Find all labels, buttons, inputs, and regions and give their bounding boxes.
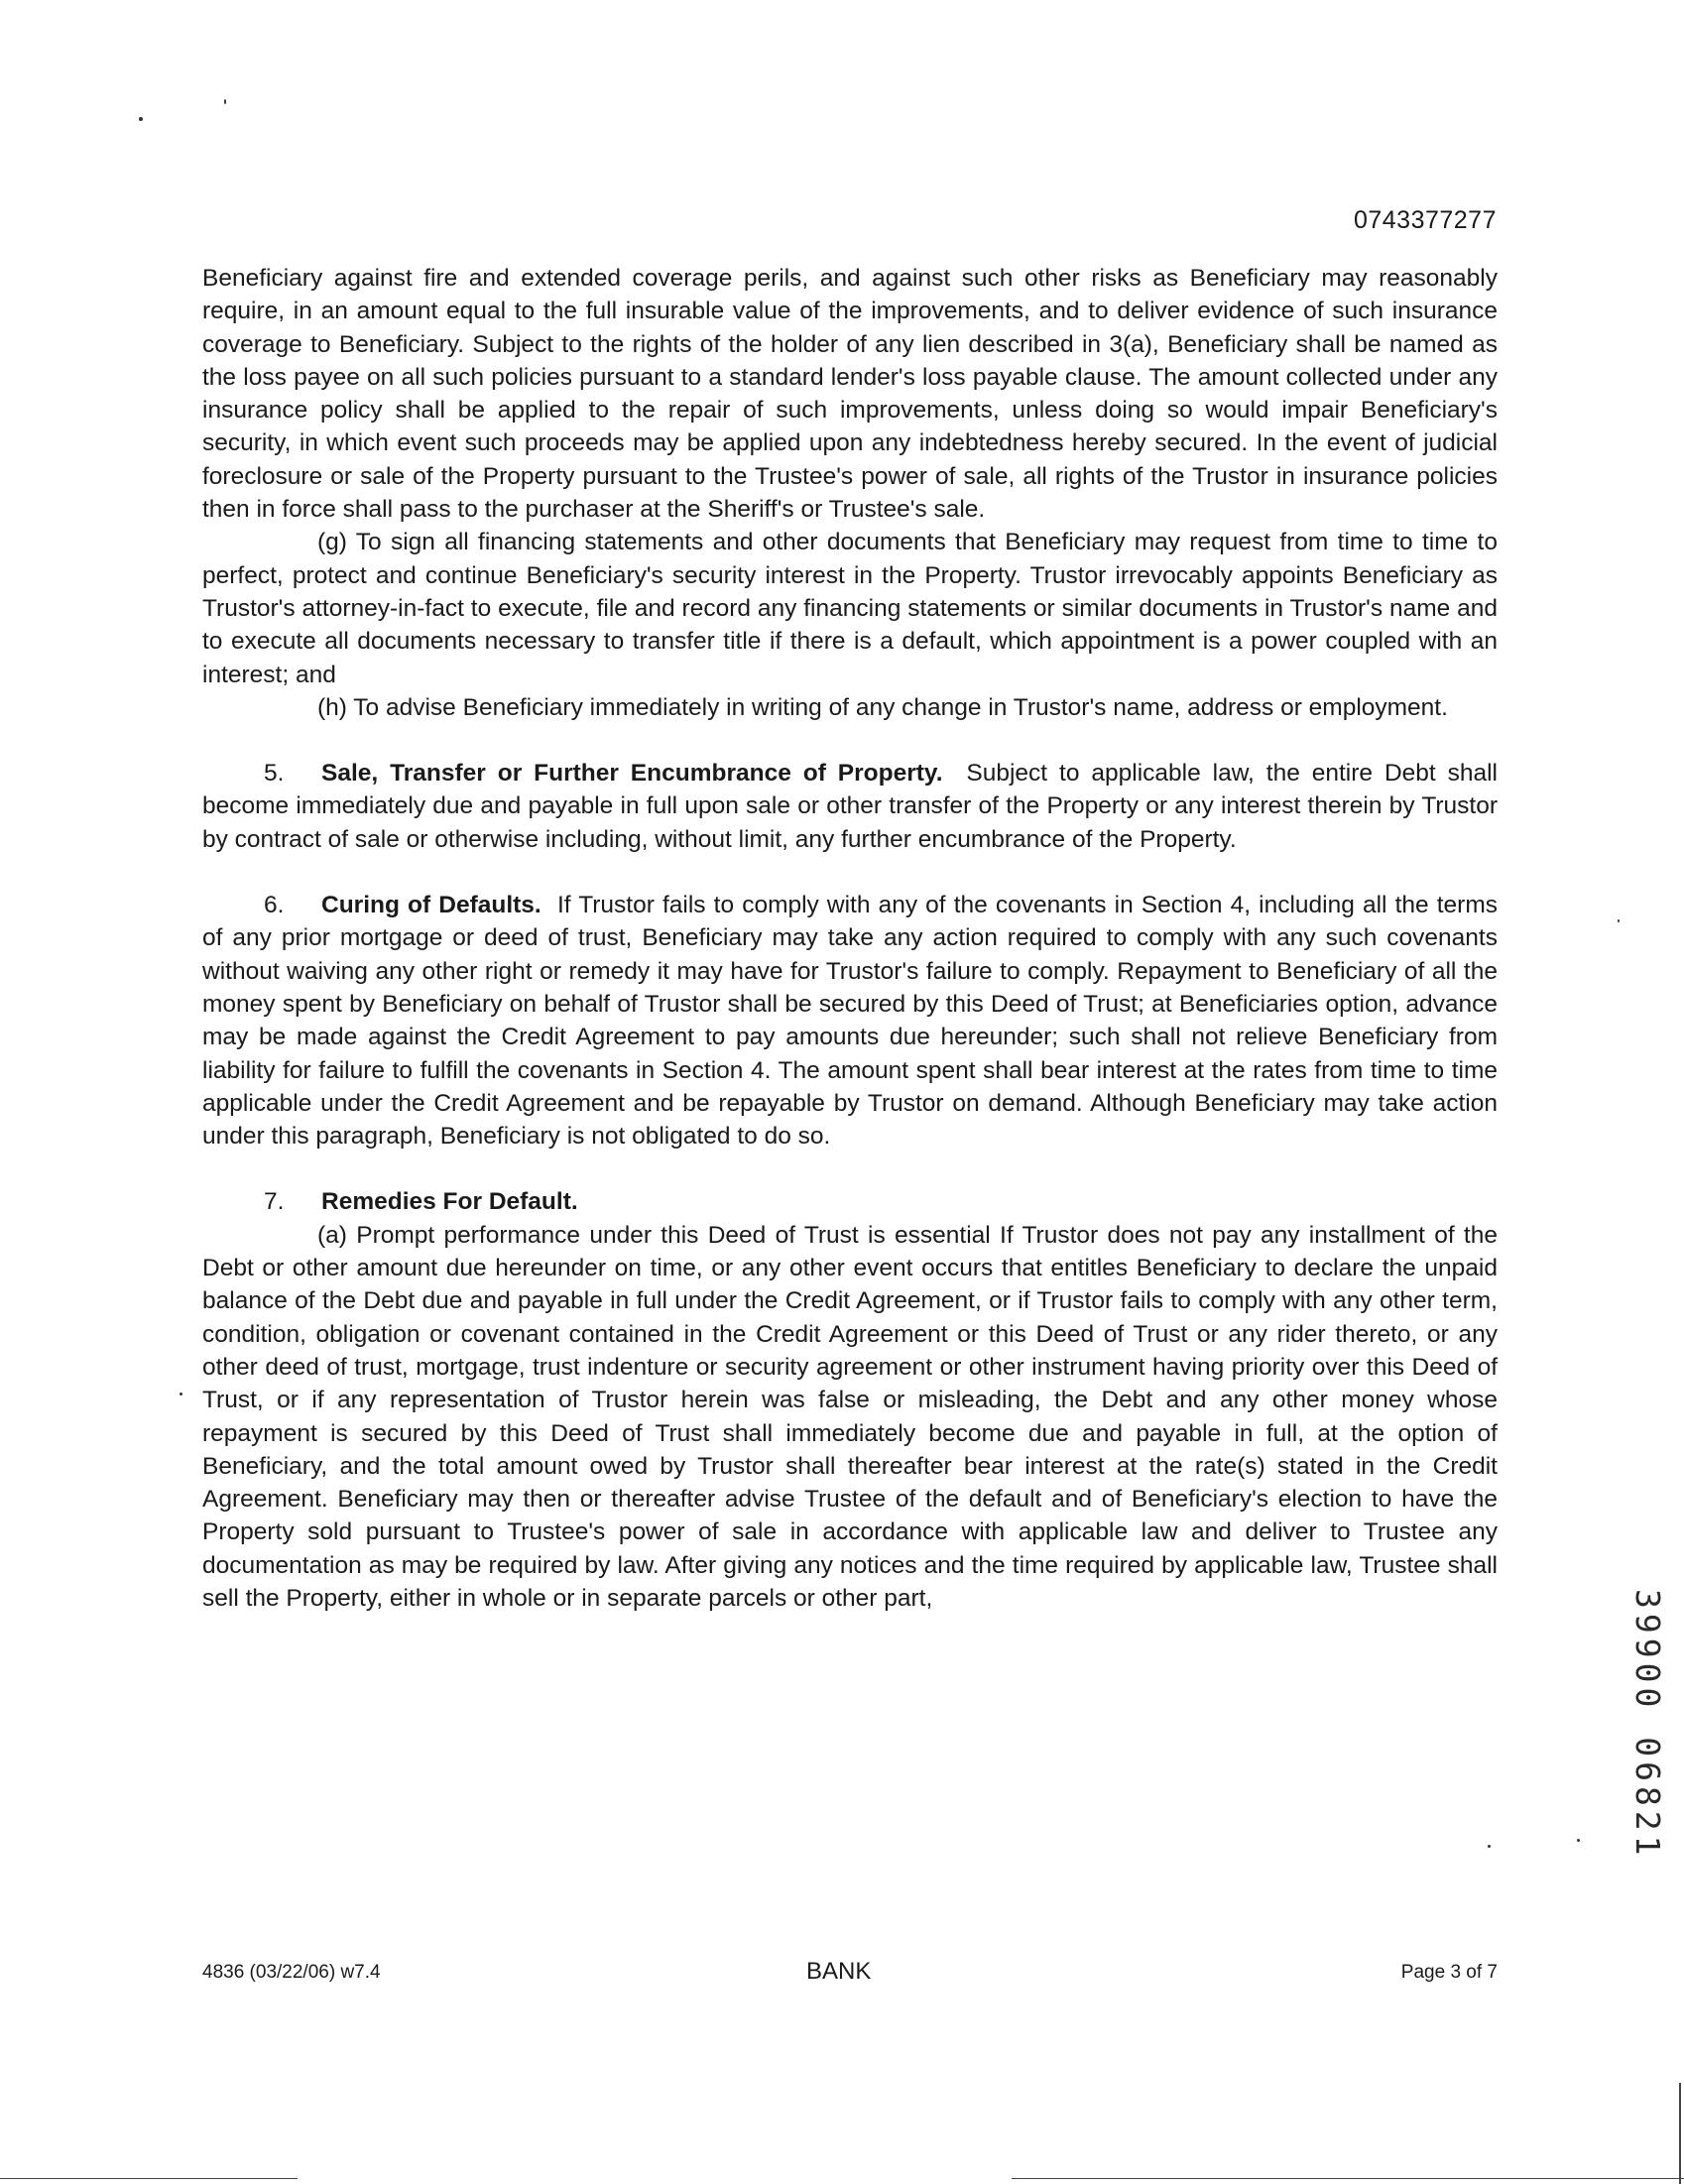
section-6-title: Curing of Defaults. (321, 892, 541, 919)
scan-edge-line (0, 2178, 298, 2179)
section-5-title: Sale, Transfer or Further Encumbrance of Property. (321, 760, 943, 788)
footer-page-number: Page 3 of 7 (1400, 1962, 1498, 1983)
recording-stamp: 39900 06821 (1628, 1589, 1667, 1861)
section-6-text: If Trustor fails to comply with any of the covenants in Section 4, including all the terms of any prior mortgage or deed of trust, Beneficiary may take any action required to comply with any such covenants without waiving any other right or remedy it may have for Trustor's failure to comply. Repayment to Beneficiary of all the money spent by Beneficiary on behalf of Trustor shall be secured by this Deed of Trust; at Beneficiaries option, advance may be made against the Credit Agreement to pay amounts due hereunder; such shall not relieve Beneficiary from liability for failure to fulfill the covenants in Section 4. The amount spent shall bear interest at the rates from time to time applicable under the Credit Agreement and be repayable by Trustor on demand. Although Beneficiary may take action under this paragraph, Beneficiary is not obligated to do so. (202, 892, 1498, 1151)
continuation-paragraph: Beneficiary against fire and extended coverage perils, and against such other risks as Beneficiary may reasonably require, in an amount equal to the full insurable value of the improvements, and to deliver evidence of such insurance coverage to Beneficiary. Subject to the rights of the holder of any lien described in 3(a), Beneficiary shall be named as the loss payee on all such policies pursuant to a standard lender's loss payable clause. The amount collected under any insurance policy shall be applied to the repair of such improvements, unless doing so would impair Beneficiary's security, in which event such proceeds may be applied upon any indebtedness hereby secured. In the event of judicial foreclosure or sale of the Property pursuant to the Trustee's power of sale, all rights of the Trustor in insurance policies then in force shall pass to the purchaser at the Sheriff's or Trustee's sale. (202, 265, 1498, 524)
footer-bank: BANK (806, 1958, 872, 1985)
scan-edge-line (1679, 2083, 1681, 2184)
scan-speck (1618, 919, 1620, 922)
section-6-number: 6. (264, 892, 285, 919)
scan-speck (224, 99, 226, 104)
document-number: 0743377277 (1353, 206, 1497, 234)
section-5-number: 5. (264, 760, 285, 788)
scan-speck (139, 117, 143, 121)
section-5 (202, 757, 1498, 856)
section-7-item-a: (a) Prompt performance under this Deed of Trust is essential If Trustor does not pay any installment of the Debt or other amount due hereunder on time, or any other event occurs that entitles Beneficiary to declare the unpaid balance of the Debt due and payable in full under the Credit Agreement, or if Trustor fails to comply with any other term, condition, obligation or covenant contained in the Credit Agreement or this Deed of Trust or any rider thereto, or any other deed of trust, mortgage, trust indenture or security agreement or other instrument having priority over this Deed of Trust, or if any representation of Trustor herein was false or misleading, the Debt and any other money whose repayment is secured by this Deed of Trust shall immediately become due and payable in full, at the option of Beneficiary, and the total amount owed by Trustor shall thereafter bear interest at the rate(s) stated in the Credit Agreement. Beneficiary may then or thereafter advise Trustee of the default and of Beneficiary's election to have the Property sold pursuant to Trustee's power of sale in accordance with applicable law and deliver to Trustee any documentation as may be required by law. After giving any notices and the time required by applicable law, Trustee shall sell the Property, either in whole or in separate parcels or other part, (202, 1221, 1498, 1612)
document-body (202, 262, 1498, 1615)
scan-edge-line (1012, 2178, 1684, 2179)
section-7-heading (202, 1185, 1498, 1218)
scan-speck (1488, 1845, 1491, 1848)
section-7-title: Remedies For Default. (321, 1188, 578, 1216)
scan-speck (1577, 1839, 1580, 1842)
footer-form-id: 4836 (03/22/06) w7.4 (202, 1962, 381, 1983)
page-footer (202, 1960, 1498, 1990)
section-7-number: 7. (264, 1188, 285, 1216)
section-5-text: Subject to applicable law, the entire Debt shall become immediately due and payable in full upon sale or other transfer of the Property or any interest therein by Trustor by contract of sale or otherwise including, without limit, any further encumbrance of the Property. (202, 760, 1498, 853)
item-g-paragraph: (g) To sign all financing statements and other documents that Beneficiary may request from time to time to perfect, protect and continue Beneficiary's security interest in the Property. Trustor irrevocably appoints Beneficiary as Trustor's attorney-in-fact to execute, file and record any financing statements or similar documents in Trustor's name and to execute all documents necessary to transfer title if there is a default, which appointment is a power coupled with an interest; and (202, 529, 1498, 688)
scan-speck (180, 1393, 182, 1395)
section-6 (202, 889, 1498, 1153)
item-h-paragraph: (h) To advise Beneficiary immediately in writing of any change in Trustor's name, address or employment. (317, 693, 1448, 721)
